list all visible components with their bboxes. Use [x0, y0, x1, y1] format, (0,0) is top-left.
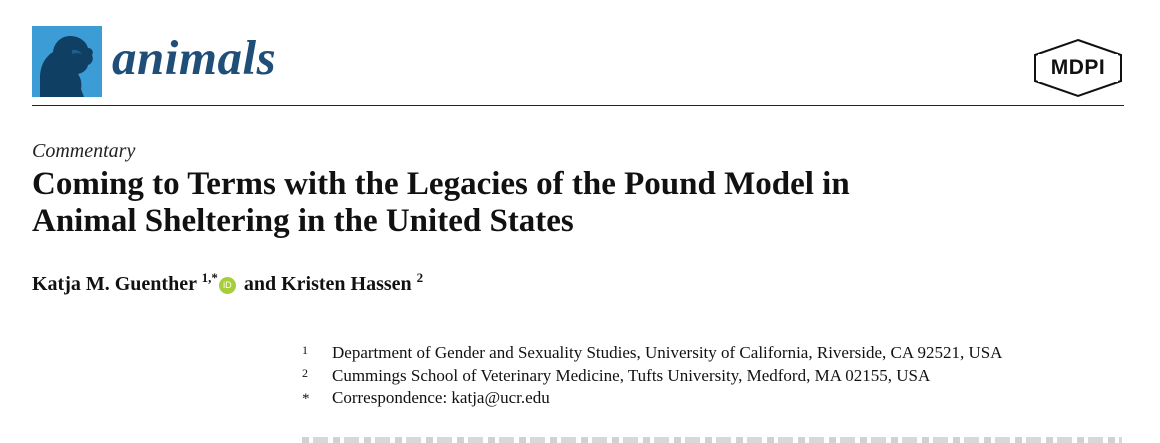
journal-name: animals	[112, 30, 277, 85]
publisher-name: MDPI	[1050, 56, 1106, 79]
author-name: Katja M. Guenther	[32, 273, 197, 295]
header-divider	[32, 105, 1124, 106]
author-affiliation-marker: 1,*	[201, 270, 218, 285]
journal-logo	[32, 26, 102, 97]
author-affiliation-marker: 2	[416, 270, 424, 285]
truncated-abstract-line	[302, 437, 1122, 443]
affiliation-marker: 2	[302, 365, 308, 380]
article-title	[32, 166, 1132, 240]
article-title-line-2: Animal Sheltering in the United States	[32, 203, 574, 239]
author-name: Kristen Hassen	[281, 273, 412, 295]
gorilla-icon	[32, 26, 102, 97]
affiliation-text: Cummings School of Veterinary Medicine, Tufts University, Medford, MA 02155, USA	[332, 365, 931, 385]
correspondence-text[interactable]: Correspondence: katja@ucr.edu	[332, 388, 550, 407]
correspondence-marker: *	[302, 391, 310, 407]
publisher-logo	[1032, 38, 1124, 98]
author-conjunction: and	[243, 273, 277, 295]
orcid-icon[interactable]: iD	[219, 277, 236, 294]
author-list	[32, 272, 423, 296]
affiliation-marker: 1	[302, 343, 308, 357]
affiliation-text: Department of Gender and Sexuality Studies, University of California, Riverside, CA 92521, USA	[332, 343, 1003, 362]
article-title-line-1: Coming to Terms with the Legacies of the Pound Model in	[32, 166, 850, 202]
article-type: Commentary	[32, 140, 136, 162]
